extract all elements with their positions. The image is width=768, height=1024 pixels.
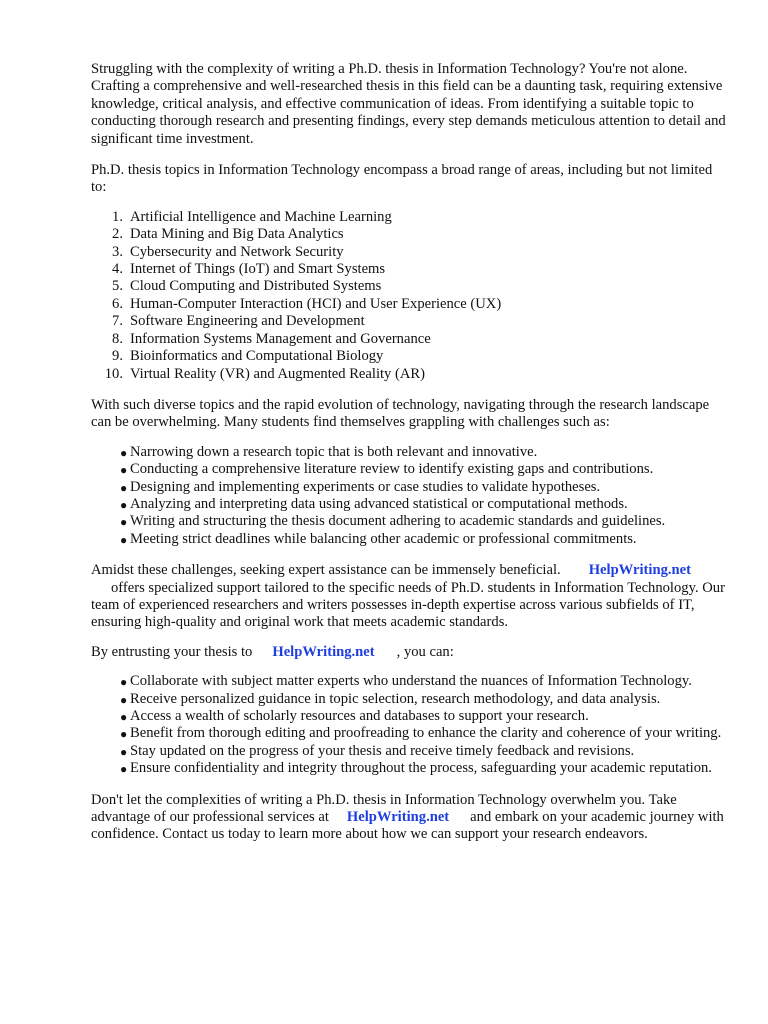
list-number: 5. — [112, 278, 123, 295]
bullet-icon: ● — [120, 727, 128, 742]
intro-paragraph: Struggling with the complexity of writing a Ph.D. thesis in Information Technology? You're not alone. Crafting a comprehensive and well-researched thesis in this field can be a daunting task, requiring extensive knowledge, critical analysis, and effective communication of ideas. From identifying a suitable topic to conducting thorough research and presenting findings, every step demands meticulous attention to detail and significant time investment. — [91, 61, 726, 147]
helpwriting-link[interactable]: HelpWriting.net — [346, 809, 450, 826]
bullet-icon: ● — [120, 710, 128, 724]
challenges-list — [91, 444, 731, 548]
list-item-text: Analyzing and interpreting data using advanced statistical or computational methods. — [130, 495, 628, 512]
list-item — [91, 691, 731, 708]
list-item — [91, 261, 731, 278]
assistance-paragraph — [91, 562, 731, 632]
list-item — [91, 313, 731, 330]
list-item-text: Virtual Reality (VR) and Augmented Reality (AR) — [130, 365, 425, 382]
list-item — [91, 760, 731, 777]
topics-intro-paragraph: Ph.D. thesis topics in Information Technology encompass a broad range of areas, including but not limited to: — [91, 162, 713, 196]
list-number: 1. — [112, 208, 123, 225]
benefits-list — [91, 673, 731, 777]
bullet-icon: ● — [120, 445, 128, 460]
list-item-text: Conducting a comprehensive literature review to identify existing gaps and contributions. — [130, 461, 654, 478]
list-item-text: Receive personalized guidance in topic selection, research methodology, and data analysis. — [130, 690, 661, 707]
list-item — [91, 444, 731, 461]
assistance-text-before: Amidst these challenges, seeking expert assistance can be immensely beneficial. — [91, 562, 561, 579]
list-number: 7. — [112, 313, 123, 330]
list-item — [91, 673, 731, 690]
list-item — [91, 278, 731, 295]
bullet-icon: ● — [120, 515, 128, 530]
helpwriting-link[interactable]: HelpWriting.net — [588, 562, 691, 579]
list-item — [91, 479, 731, 496]
list-number: 4. — [112, 261, 123, 278]
list-item — [91, 366, 731, 383]
list-item — [91, 531, 731, 548]
bullet-icon: ● — [120, 692, 128, 707]
list-item — [91, 513, 731, 530]
list-item — [91, 209, 731, 226]
list-item-text: Ensure confidentiality and integrity throughout the process, safeguarding your academic reputation. — [130, 760, 712, 777]
list-item-text: Benefit from thorough editing and proofreading to enhance the clarity and coherence of your writing. — [130, 725, 722, 742]
document-page — [91, 61, 731, 844]
list-item-text: Access a wealth of scholarly resources and databases to support your research. — [130, 708, 589, 724]
list-item — [91, 244, 731, 261]
list-item-text: Designing and implementing experiments or case studies to validate hypotheses. — [130, 478, 601, 495]
list-item-text: Cybersecurity and Network Security — [130, 243, 344, 260]
list-item — [91, 348, 731, 365]
closing-paragraph — [91, 792, 731, 844]
list-item-text: Stay updated on the progress of your thesis and receive timely feedback and revisions. — [130, 742, 635, 759]
list-item — [91, 296, 731, 313]
list-number: 6. — [112, 295, 123, 312]
bullet-icon: ● — [120, 532, 128, 547]
list-item-text: Meeting strict deadlines while balancing other academic or professional commitments. — [130, 530, 637, 547]
list-item-text: Internet of Things (IoT) and Smart Systems — [130, 261, 386, 278]
list-item-text: Cloud Computing and Distributed Systems — [130, 278, 382, 295]
list-item-text: Information Systems Management and Governance — [130, 330, 431, 347]
entrust-paragraph — [91, 644, 731, 661]
bullet-icon: ● — [120, 675, 128, 690]
list-item-text: Data Mining and Big Data Analytics — [130, 226, 344, 243]
list-number: 3. — [112, 243, 123, 260]
bullet-icon: ● — [120, 762, 128, 777]
list-item-text: Bioinformatics and Computational Biology — [130, 348, 384, 365]
list-item — [91, 708, 731, 725]
list-item-text: Artificial Intelligence and Machine Learning — [130, 208, 392, 225]
challenges-intro-paragraph: With such diverse topics and the rapid evolution of technology, navigating through the research landscape can be overwhelming. Many students find themselves grappling with challenges such as: — [91, 396, 710, 431]
helpwriting-link[interactable]: HelpWriting.net — [272, 643, 375, 660]
bullet-icon: ● — [120, 480, 128, 495]
topics-list — [91, 209, 731, 383]
list-item — [91, 725, 731, 742]
bullet-icon: ● — [120, 463, 128, 478]
list-item-text: Narrowing down a research topic that is both relevant and innovative. — [130, 443, 538, 460]
closing-text-before: Don't let the complexities of writing a Ph.D. thesis in Information Technology overwhelm you. Take advantage of our professional services at — [91, 791, 677, 826]
list-number: 2. — [112, 226, 123, 243]
list-item — [91, 496, 731, 513]
list-item — [91, 743, 731, 760]
assistance-text-after: offers specialized support tailored to the specific needs of Ph.D. students in Information Technology. Our team of experienced researchers and writers possesses in-depth expertise across various subfields of IT, ensuring high-quality and original work that meets academic standards. — [91, 579, 725, 631]
entrust-text-before: By entrusting your thesis to — [91, 643, 253, 660]
list-item — [91, 226, 731, 243]
list-number: 8. — [112, 330, 123, 347]
list-item-text: Human-Computer Interaction (HCI) and User Experience (UX) — [130, 295, 502, 312]
bullet-icon: ● — [120, 744, 128, 759]
entrust-text-after: , you can: — [396, 643, 454, 660]
list-number: 9. — [112, 348, 123, 365]
list-item — [91, 331, 731, 348]
list-item-text: Collaborate with subject matter experts who understand the nuances of Information Technology. — [130, 673, 692, 690]
list-item-text: Software Engineering and Development — [130, 313, 365, 330]
bullet-icon: ● — [120, 497, 128, 512]
list-item-text: Writing and structuring the thesis document adhering to academic standards and guidelines. — [130, 513, 666, 530]
list-item — [91, 461, 731, 478]
closing-text-after: and embark on your academic journey with confidence. Contact us today to learn more about how we can support your research endeavors. — [91, 809, 724, 843]
list-number: 10. — [104, 365, 123, 382]
